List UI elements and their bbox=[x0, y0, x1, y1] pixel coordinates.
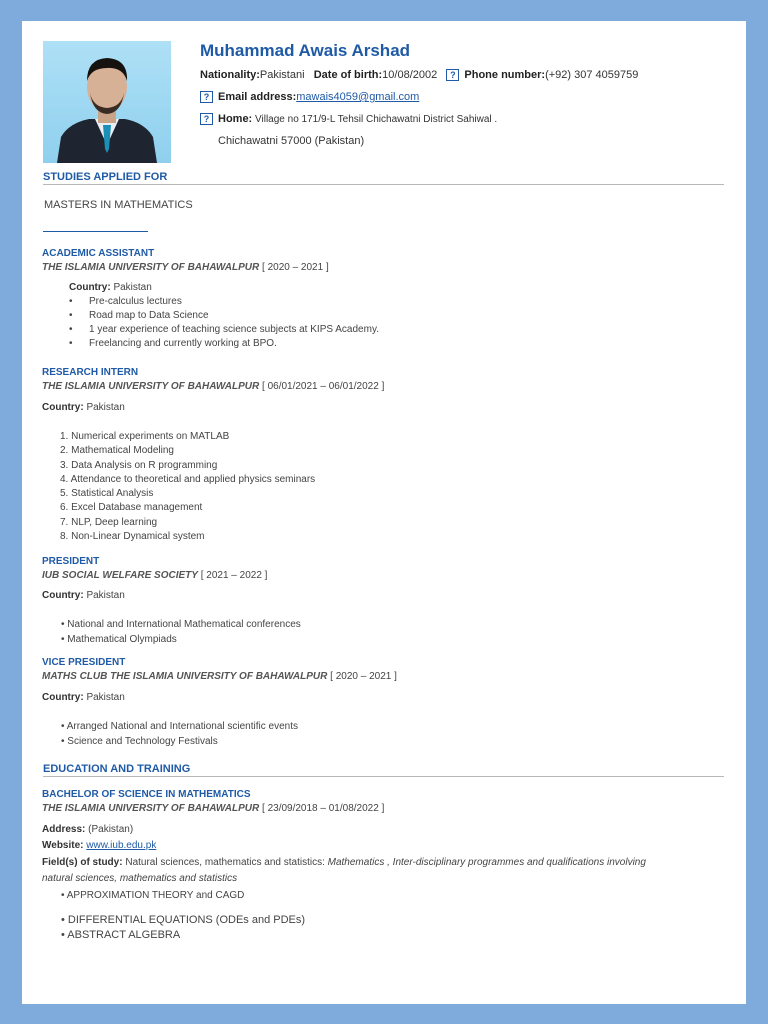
personal-info-line bbox=[200, 69, 638, 81]
website-link[interactable]: www.iub.edu.pk bbox=[86, 840, 157, 851]
org-research-intern: THE ISLAMIA UNIVERSITY OF BAHAWALPUR [ 06/01/2021 – 06/01/2022 ] bbox=[42, 381, 385, 392]
org-vice-president: MATHS CLUB THE ISLAMIA UNIVERSITY OF BAHAWALPUR [ 2020 – 2021 ] bbox=[42, 671, 397, 682]
education-item: • ABSTRACT ALGEBRA bbox=[61, 929, 181, 941]
country-academic-assistant: Country: Pakistan bbox=[69, 282, 152, 293]
list-item: • Arranged National and International scientific events bbox=[61, 721, 298, 732]
home-icon: ? bbox=[200, 113, 213, 125]
list-item: 1. Numerical experiments on MATLAB bbox=[60, 431, 230, 442]
list-item: • Pre-calculus lectures bbox=[69, 295, 379, 309]
education-section-title: EDUCATION AND TRAINING bbox=[43, 763, 191, 775]
country-president: Country: Pakistan bbox=[42, 590, 125, 601]
degree-address: Address: (Pakistan) bbox=[42, 824, 134, 835]
org-president: IUB SOCIAL WELFARE SOCIETY [ 2021 – 2022 ] bbox=[42, 570, 268, 581]
role-president: PRESIDENT bbox=[42, 556, 100, 567]
list-item: • National and International Mathematical conferences bbox=[61, 619, 301, 630]
cv-page bbox=[22, 21, 746, 1004]
org-academic-assistant: THE ISLAMIA UNIVERSITY OF BAHAWALPUR [ 2020 – 2021 ] bbox=[42, 262, 329, 273]
studies-section-title: STUDIES APPLIED FOR bbox=[43, 171, 168, 183]
nationality-value: Pakistani bbox=[259, 69, 305, 81]
list-item: 5. Statistical Analysis bbox=[60, 488, 154, 500]
research-intern-list bbox=[60, 430, 315, 544]
nationality-label: Nationality: bbox=[200, 69, 260, 81]
home-address-line2: Chichawatni 57000 (Pakistan) bbox=[218, 135, 365, 147]
list-item: • Mathematical Olympiads bbox=[61, 633, 177, 645]
country-research-intern: Country: Pakistan bbox=[42, 402, 125, 413]
phone-value: (+92) 307 4059759 bbox=[545, 69, 639, 81]
degree-fields: Field(s) of study: Natural sciences, mathematics and statistics: Mathematics , Inter-disciplinary programmes and qualifications involving bbox=[42, 857, 646, 868]
role-vice-president: VICE PRESIDENT bbox=[42, 657, 126, 668]
degree-website: Website: www.iub.edu.pk bbox=[42, 840, 157, 851]
email-icon: ? bbox=[200, 91, 213, 103]
list-item: • Road map to Data Science bbox=[69, 309, 379, 323]
list-item: 7. NLP, Deep learning bbox=[60, 516, 158, 528]
list-item: 3. Data Analysis on R programming bbox=[60, 459, 218, 471]
degree-fields-cont: natural sciences, mathematics and statistics bbox=[42, 873, 238, 884]
studies-divider bbox=[43, 184, 724, 185]
phone-label: Phone number: bbox=[464, 69, 546, 81]
list-item: • 1 year experience of teaching science subjects at KIPS Academy. bbox=[69, 323, 379, 337]
home-line bbox=[200, 113, 497, 125]
role-research-intern: RESEARCH INTERN bbox=[42, 367, 139, 378]
dob-value: 10/08/2002 bbox=[382, 69, 438, 81]
list-item: 8. Non-Linear Dynamical system bbox=[60, 531, 205, 543]
home-address-line1: Village no 171/9-L Tehsil Chichawatni District Sahiwal . bbox=[255, 114, 498, 125]
dob-label: Date of birth: bbox=[313, 69, 383, 81]
vice-president-list bbox=[61, 720, 298, 749]
profile-photo bbox=[43, 41, 171, 163]
list-item: 6. Excel Database management bbox=[60, 502, 203, 514]
candidate-name: Muhammad Awais Arshad bbox=[200, 41, 411, 60]
education-item: • APPROXIMATION THEORY and CAGD bbox=[61, 890, 245, 901]
email-label: Email address: bbox=[218, 91, 297, 103]
list-item: • Science and Technology Festivals bbox=[61, 735, 218, 747]
list-item: 2. Mathematical Modeling bbox=[60, 445, 174, 457]
email-line bbox=[200, 91, 419, 103]
education-item: • DIFFERENTIAL EQUATIONS (ODEs and PDEs) bbox=[61, 914, 306, 926]
country-vice-president: Country: Pakistan bbox=[42, 692, 125, 703]
studies-value: MASTERS IN MATHEMATICS bbox=[44, 199, 193, 211]
phone-icon: ? bbox=[446, 69, 459, 81]
degree-title: BACHELOR OF SCIENCE IN MATHEMATICS bbox=[42, 789, 251, 800]
president-list bbox=[61, 618, 301, 647]
accent-divider bbox=[43, 231, 148, 232]
home-label: Home: bbox=[218, 113, 253, 125]
role-academic-assistant: ACADEMIC ASSISTANT bbox=[42, 248, 155, 259]
academic-assistant-list bbox=[69, 295, 379, 351]
degree-org: THE ISLAMIA UNIVERSITY OF BAHAWALPUR [ 23/09/2018 – 01/08/2022 ] bbox=[42, 803, 385, 814]
email-link[interactable]: mawais4059@gmail.com bbox=[296, 91, 420, 103]
list-item: 4. Attendance to theoretical and applied physics seminars bbox=[60, 473, 316, 485]
education-divider bbox=[43, 776, 724, 777]
list-item: • Freelancing and currently working at BPO. bbox=[69, 337, 379, 351]
